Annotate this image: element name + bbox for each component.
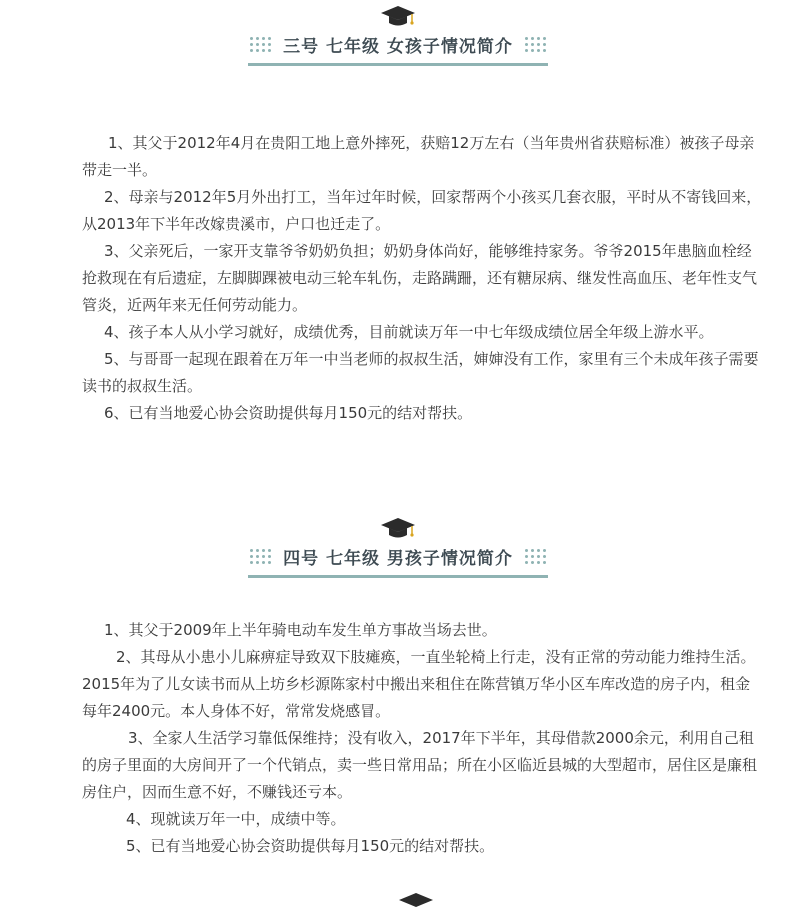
- paragraph: 1、其父于2012年4月在贵阳工地上意外摔死，获赔12万左右（当年贵州省获赔标准）被孩子母亲带走一半。: [82, 134, 755, 179]
- paragraph: 4、孩子本人从小学习就好，成绩优秀，目前就读万年一中七年级成绩位居全年级上游水平。: [104, 323, 714, 341]
- section-underline: [248, 575, 548, 578]
- paragraph: 1、其父于2009年上半年骑电动车发生单方事故当场去世。: [104, 621, 497, 639]
- graduation-cap-icon: [380, 516, 416, 542]
- dot-grid-icon: [250, 37, 271, 52]
- section-title-row: [250, 32, 546, 57]
- dot-grid-icon: [525, 37, 546, 52]
- section-underline: [248, 63, 548, 66]
- section-header: [0, 516, 796, 578]
- paragraph: 2、其母从小患小儿麻痹症导致双下肢瘫痪，一直坐轮椅上行走，没有正常的劳动能力维持生活。2015年为了儿女读书而从上坊乡杉源陈家村中搬出来租住在陈营镇万华小区车库改造的房子内，租金每年2400元。本人身体不好，常常发烧感冒。: [82, 648, 756, 720]
- section-header: [0, 4, 796, 66]
- dot-grid-icon: [250, 549, 271, 564]
- paragraph: 3、父亲死后，一家开支靠爷爷奶奶负担；奶奶身体尚好，能够维持家务。爷爷2015年患脑血栓经抢救现在有后遗症，左脚脚踝被电动三轮车轧伤，走路蹒跚，还有糖尿病、继发性高血压、老年性支气管炎，近两年来无任何劳动能力。: [82, 242, 758, 314]
- section-body: [82, 617, 762, 860]
- section-body: [82, 130, 762, 427]
- dot-grid-icon: [525, 549, 546, 564]
- paragraph: 2、母亲与2012年5月外出打工，当年过年时候，回家帮两个小孩买几套衣服，平时从不寄钱回来，从2013年下半年改嫁贵溪市，户口也迁走了。: [82, 188, 762, 233]
- graduation-cap-icon: [380, 4, 416, 30]
- paragraph: 5、已有当地爱心协会资助提供每月150元的结对帮扶。: [126, 837, 495, 855]
- section-title: 四号 七年级 男孩子情况简介: [283, 549, 513, 569]
- section-title-row: [250, 544, 546, 569]
- section-title: 三号 七年级 女孩子情况简介: [283, 37, 513, 57]
- paragraph: 6、已有当地爱心协会资助提供每月150元的结对帮扶。: [104, 404, 473, 422]
- paragraph: 5、与哥哥一起现在跟着在万年一中当老师的叔叔生活，婶婶没有工作，家里有三个未成年孩子需要读书的叔叔生活。: [82, 350, 759, 395]
- paragraph: 4、现就读万年一中，成绩中等。: [126, 810, 346, 828]
- graduation-cap-icon: [398, 891, 434, 917]
- paragraph: 3、全家人生活学习靠低保维持；没有收入，2017年下半年，其母借款2000余元，利用自己租的房子里面的大房间开了一个代销点，卖一些日常用品；所在小区临近县城的大型超市，居住区是廉租房住户，因而生意不好，不赚钱还亏本。: [82, 729, 758, 801]
